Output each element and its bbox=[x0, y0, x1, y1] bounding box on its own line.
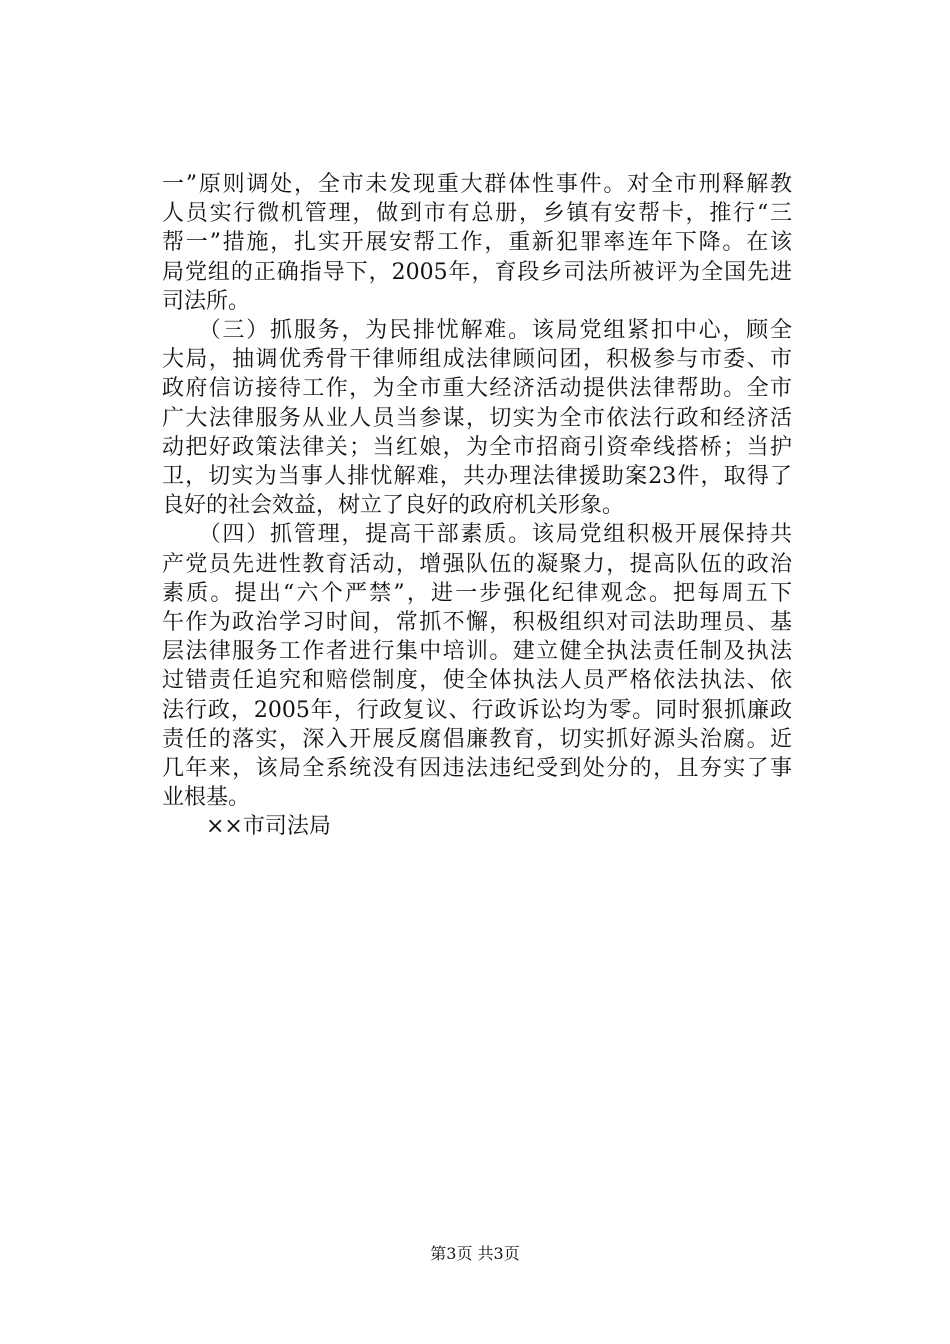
text-line: 业根基。 bbox=[162, 785, 251, 811]
text-line: 几年来，该局全系统没有因违法违纪受到处分的，且夯实了事 bbox=[162, 756, 792, 781]
text-line: 素质。提出“六个严禁”，进一步强化纪律观念。把每周五下 bbox=[162, 580, 792, 606]
text-line: （三）抓服务，为民排忧解难。该局党组紧扣中心，顾全 bbox=[162, 318, 792, 343]
text-line: （四）抓管理，提高干部素质。该局党组积极开展保持共 bbox=[162, 522, 792, 548]
text-line: 层法律服务工作者进行集中培训。建立健全执法责任制及执法 bbox=[162, 639, 792, 665]
text-line: ××市司法局 bbox=[162, 814, 331, 840]
text-line: 良好的社会效益，树立了良好的政府机关形象。 bbox=[162, 493, 625, 519]
page-footer: 第3页 共3页 bbox=[430, 1244, 520, 1263]
text-line: 产党员先进性教育活动，增强队伍的凝聚力，提高队伍的政治 bbox=[162, 551, 792, 577]
text-line: 过错责任追究和赔偿制度，使全体执法人员严格依法执法、依 bbox=[162, 668, 792, 694]
text-line: 司法所。 bbox=[162, 288, 251, 314]
text-line: 一”原则调处，全市未发现重大群体性事件。对全市刑释解教 bbox=[162, 172, 792, 197]
text-line: 动把好政策法律关；当红娘，为全市招商引资牵线搭桥；当护 bbox=[162, 434, 792, 460]
text-line: 法行政，2005年，行政复议、行政诉讼均为零。同时狠抓廉政 bbox=[162, 697, 792, 723]
text-line: 大局，抽调优秀骨干律师组成法律顾问团，积极参与市委、市 bbox=[162, 347, 792, 373]
text-line: 午作为政治学习时间，常抓不懈，积极组织对司法助理员、基 bbox=[162, 610, 792, 635]
text-line: 帮一”措施，扎实开展安帮工作，重新犯罪率连年下降。在该 bbox=[162, 230, 792, 256]
text-line: 卫，切实为当事人排忧解难，共办理法律援助案23件，取得了 bbox=[162, 464, 792, 489]
text-line: 政府信访接待工作，为全市重大经济活动提供法律帮助。全市 bbox=[162, 376, 792, 402]
text-line: 责任的落实，深入开展反腐倡廉教育，切实抓好源头治腐。近 bbox=[162, 726, 792, 752]
text-line: 广大法律服务从业人员当参谋，切实为全市依法行政和经济活 bbox=[162, 405, 792, 431]
text-line: 人员实行微机管理，做到市有总册，乡镇有安帮卡，推行“三 bbox=[162, 201, 792, 227]
text-line: 局党组的正确指导下，2005年，育段乡司法所被评为全国先进 bbox=[162, 259, 792, 285]
